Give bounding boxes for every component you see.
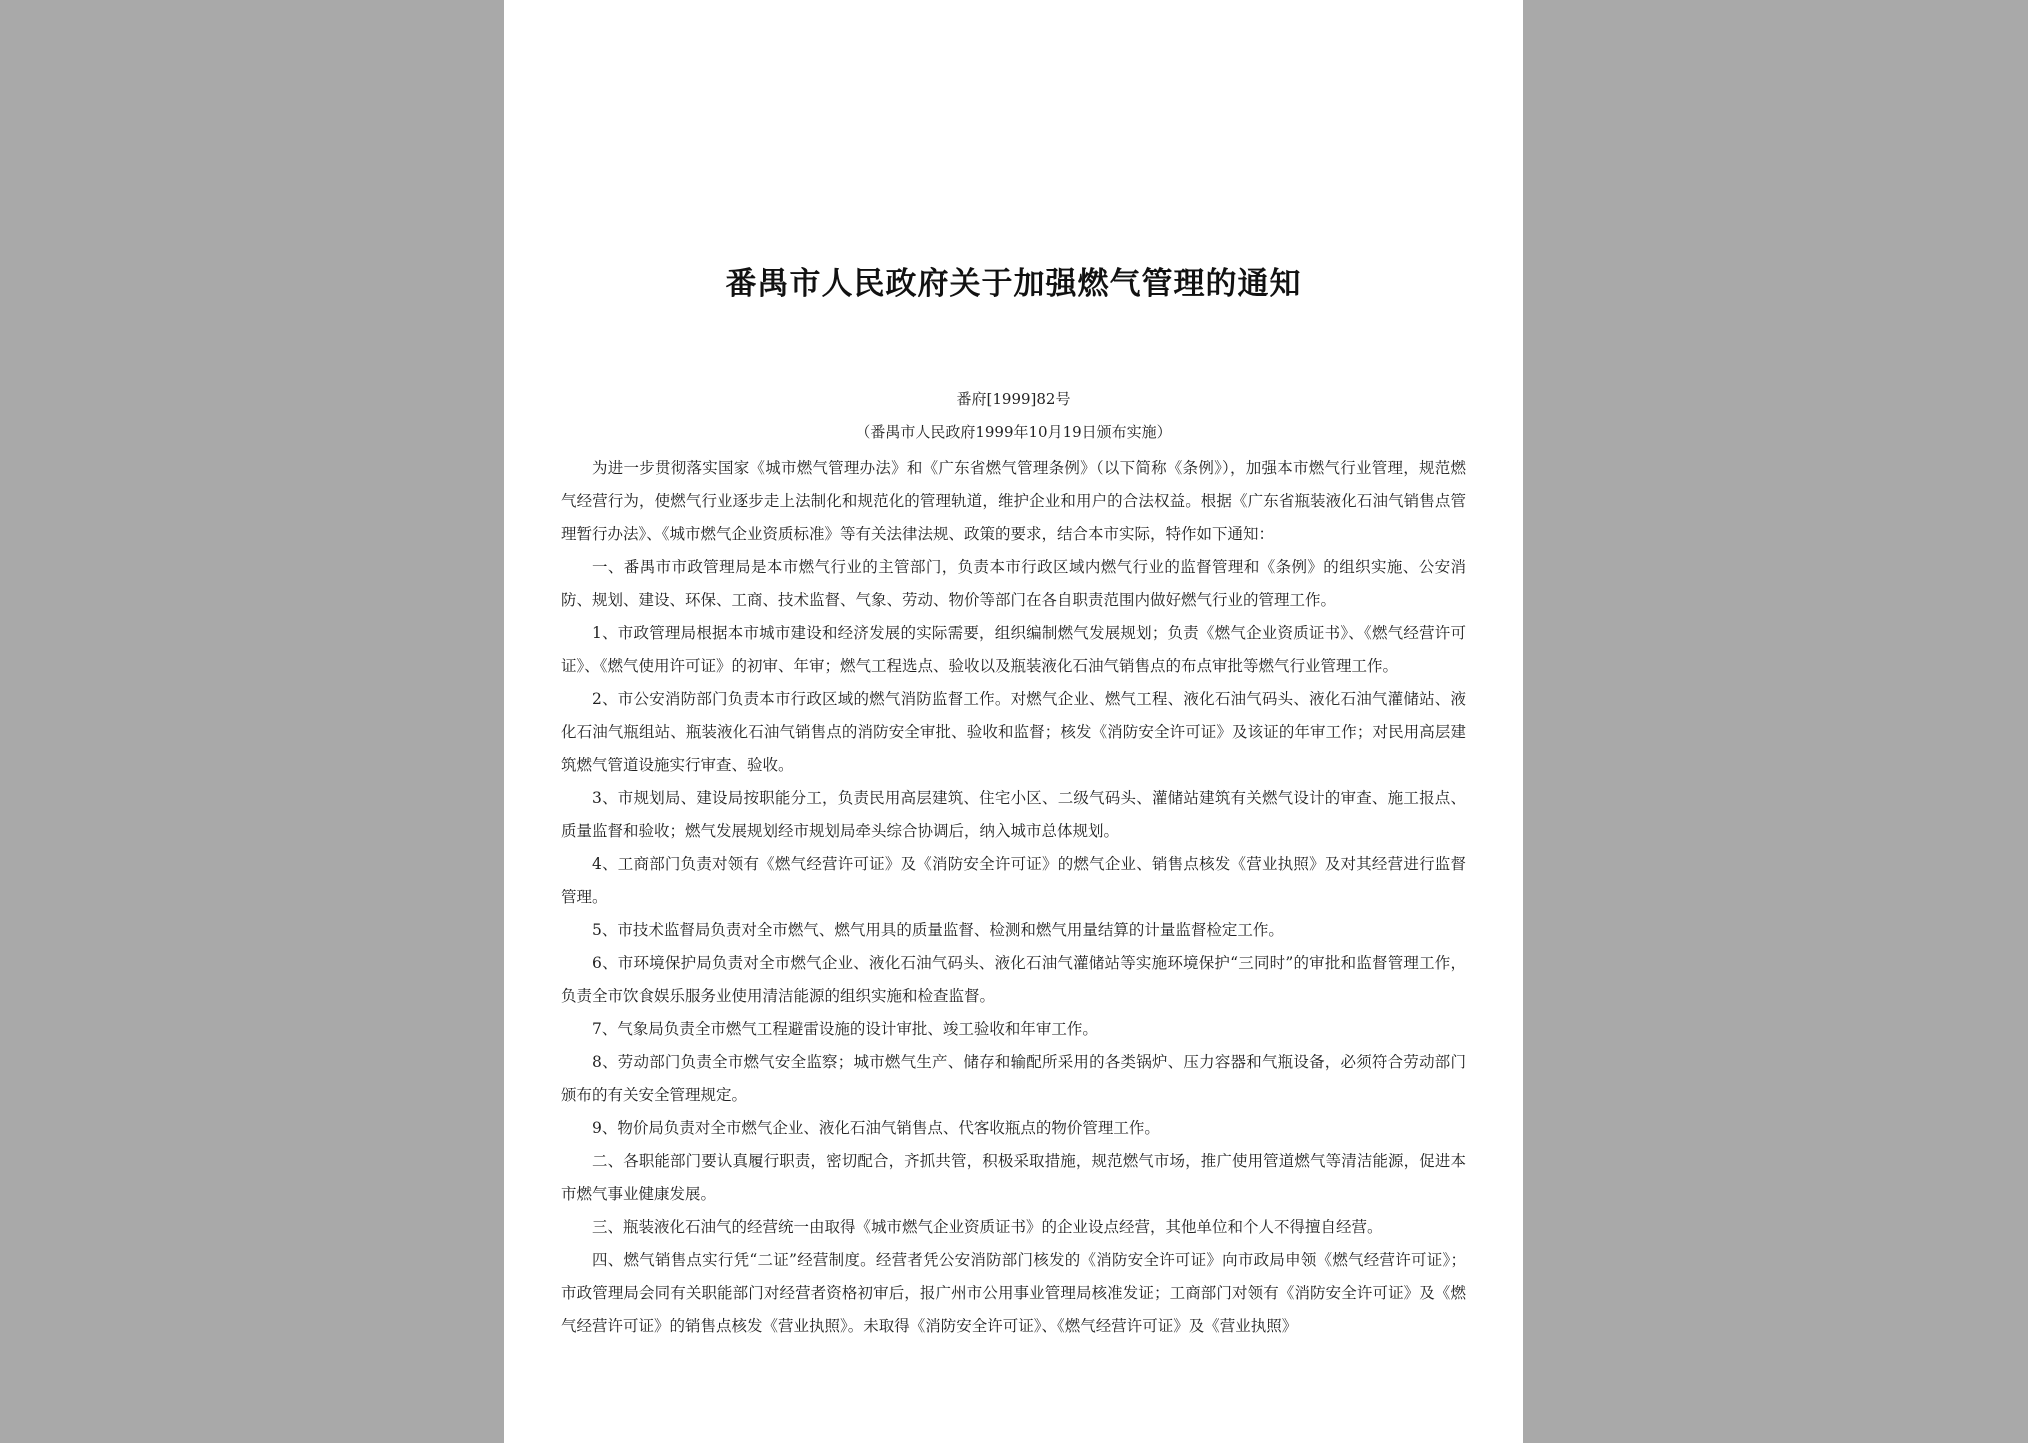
- paragraph: 1、市政管理局根据本市城市建设和经济发展的实际需要，组织编制燃气发展规划；负责《燃气企业资质证书》、《燃气经营许可证》、《燃气使用许可证》的初审、年审；燃气工程选点、验收以及瓶装液化石油气销售点的布点审批等燃气行业管理工作。: [561, 624, 1466, 675]
- document-title: 番禺市人民政府关于加强燃气管理的通知: [725, 266, 1302, 302]
- paragraph: 3、市规划局、建设局按职能分工，负责民用高层建筑、住宅小区、二级气码头、灌储站建筑有关燃气设计的审查、施工报点、质量监督和验收；燃气发展规划经市规划局牵头综合协调后，纳入城市总体规划。: [561, 789, 1466, 840]
- paragraph: 为进一步贯彻落实国家《城市燃气管理办法》和《广东省燃气管理条例》（以下简称《条例》），加强本市燃气行业管理，规范燃气经营行为，使燃气行业逐步走上法制化和规范化的管理轨道，维护企业和用户的合法权益。根据《广东省瓶装液化石油气销售点管理暂行办法》、《城市燃气企业资质标准》等有关法律法规、政策的要求，结合本市实际，特作如下通知：: [561, 459, 1466, 543]
- paragraph: 一、番禺市市政管理局是本市燃气行业的主管部门，负责本市行政区域内燃气行业的监督管理和《条例》的组织实施、公安消防、规划、建设、环保、工商、技术监督、气象、劳动、物价等部门在各自职责范围内做好燃气行业的管理工作。: [561, 558, 1466, 609]
- issue-note: （番禺市人民政府1999年10月19日颁布实施）: [855, 423, 1172, 441]
- document-number: 番府[1999]82号: [956, 390, 1071, 408]
- paragraph: 三、瓶装液化石油气的经营统一由取得《城市燃气企业资质证书》的企业设点经营，其他单位和个人不得擅自经营。: [592, 1218, 1383, 1236]
- paragraph: 2、市公安消防部门负责本市行政区域的燃气消防监督工作。对燃气企业、燃气工程、液化石油气码头、液化石油气灌储站、液化石油气瓶组站、瓶装液化石油气销售点的消防安全审批、验收和监督；核发《消防安全许可证》及该证的年审工作；对民用高层建筑燃气管道设施实行审查、验收。: [561, 690, 1466, 774]
- paragraph: 5、市技术监督局负责对全市燃气、燃气用具的质量监督、检测和燃气用量结算的计量监督检定工作。: [592, 921, 1284, 939]
- document-page: [504, 0, 1523, 1443]
- paragraph: 7、气象局负责全市燃气工程避雷设施的设计审批、竣工验收和年审工作。: [592, 1020, 1098, 1038]
- document-body: [561, 452, 1466, 1343]
- paragraph: 4、工商部门负责对领有《燃气经营许可证》及《消防安全许可证》的燃气企业、销售点核发《营业执照》及对其经营进行监督管理。: [561, 855, 1466, 906]
- paragraph: 四、燃气销售点实行凭“二证”经营制度。经营者凭公安消防部门核发的《消防安全许可证》向市政局申领《燃气经营许可证》；市政管理局会同有关职能部门对经营者资格初审后，报广州市公用事业管理局核准发证；工商部门对领有《消防安全许可证》及《燃气经营许可证》的销售点核发《营业执照》。未取得《消防安全许可证》、《燃气经营许可证》及《营业执照》: [561, 1251, 1466, 1335]
- paragraph: 9、物价局负责对全市燃气企业、液化石油气销售点、代客收瓶点的物价管理工作。: [592, 1119, 1160, 1137]
- paragraph: 二、各职能部门要认真履行职责，密切配合，齐抓共管，积极采取措施，规范燃气市场，推广使用管道燃气等清洁能源，促进本市燃气事业健康发展。: [561, 1152, 1466, 1203]
- paragraph: 6、市环境保护局负责对全市燃气企业、液化石油气码头、液化石油气灌储站等实施环境保护“三同时”的审批和监督管理工作，负责全市饮食娱乐服务业使用清洁能源的组织实施和检查监督。: [561, 954, 1466, 1005]
- paragraph: 8、劳动部门负责全市燃气安全监察；城市燃气生产、储存和输配所采用的各类锅炉、压力容器和气瓶设备，必须符合劳动部门颁布的有关安全管理规定。: [561, 1053, 1466, 1104]
